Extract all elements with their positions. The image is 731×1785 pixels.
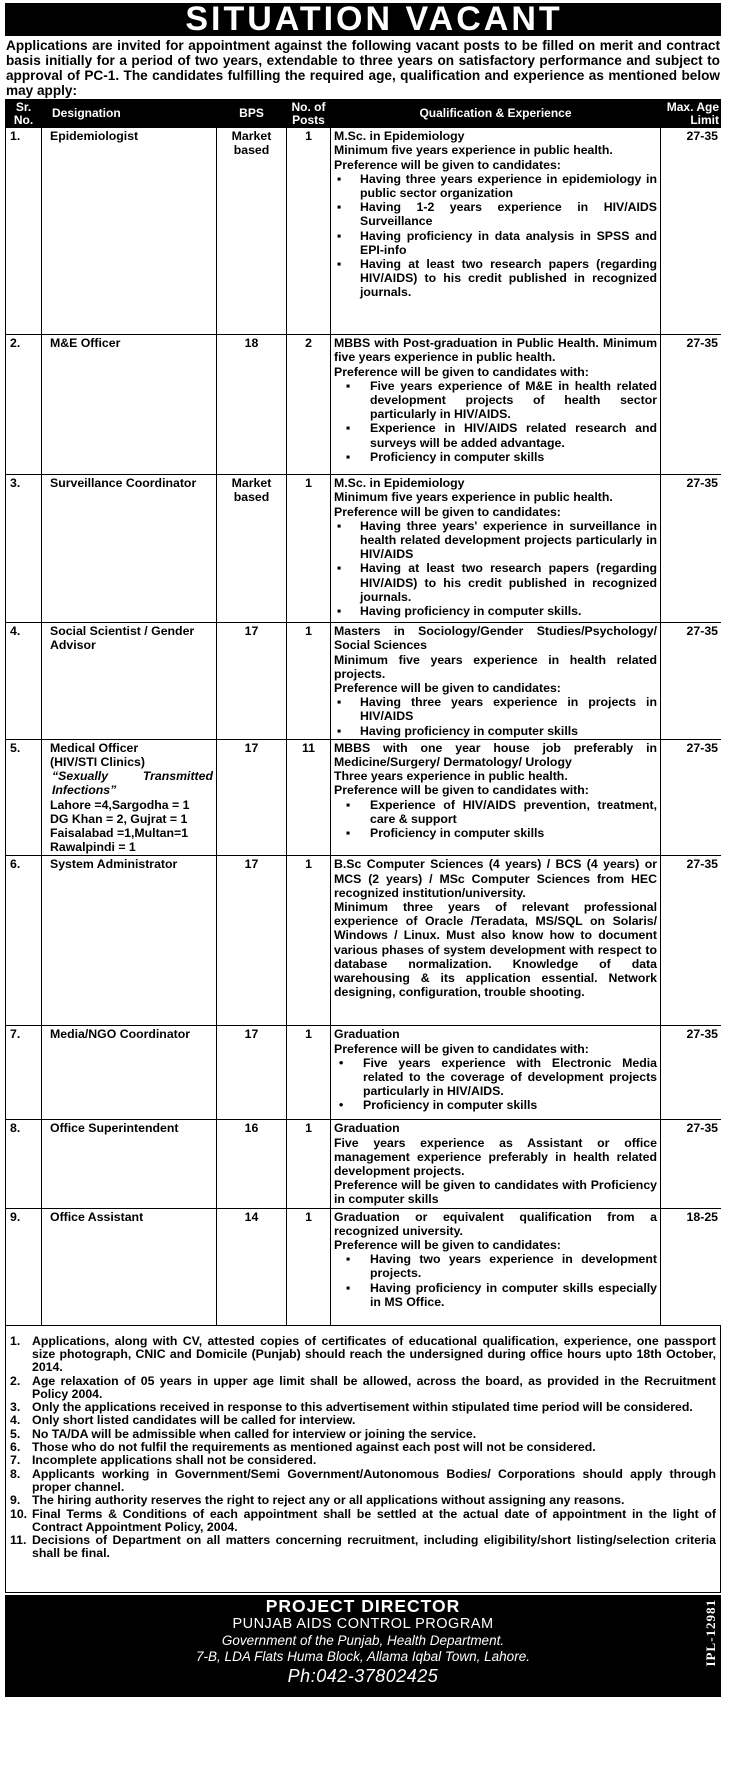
address-line: 7-B, LDA Flats Huma Block, Allama Iqbal Town, Lahore. xyxy=(196,1648,530,1664)
qualification-cell xyxy=(331,623,661,740)
serial-number: 3. xyxy=(6,475,42,623)
qualification-line: Graduation or equivalent qualification from a recognized university. xyxy=(334,1209,657,1238)
qualification-cell xyxy=(331,475,661,623)
posts-count-cell: 1 xyxy=(287,856,331,1026)
table-row xyxy=(6,335,722,475)
age-limit-cell: 27-35 xyxy=(661,1026,722,1120)
qualification-line: Preference will be given to candidates: xyxy=(334,681,561,695)
qualification-line: MBBS with Post-graduation in Public Health. Minimum five years experience in public health. xyxy=(334,336,657,365)
serial-number: 6. xyxy=(6,856,42,1026)
note-item xyxy=(10,1534,716,1561)
qualification-line: Minimum five years experience in health related projects. xyxy=(334,652,657,681)
designation-line: M&E Officer xyxy=(50,336,121,351)
qualification-line: Preference will be given to candidates with: xyxy=(334,783,589,798)
note-number: 2. xyxy=(10,1373,21,1388)
note-number: 10. xyxy=(10,1506,28,1521)
preference-item: ▪ Five years experience of M&E in health related development projects of health sector particularly in HIV/AIDS. xyxy=(334,379,657,422)
preference-item: ▪ Having three years experience in projects in HIV/AIDS xyxy=(334,695,657,723)
intro-paragraph: Applications are invited for appointment against the following vacant posts to be filled on merit and contract basis initially for a period of two years, extendable to three years on satisfactory performance and subject to approval of PC-1. The candidates fulfilling the required age, qualification and experience as mentioned below may apply: xyxy=(6,38,720,98)
note-text: Only the applications received in response to this advertisement within stipulated time period will be considered. xyxy=(32,1400,693,1415)
table-row xyxy=(6,128,722,335)
note-text: Those who do not fulfil the requirements as mentioned against each post will not be considered. xyxy=(32,1440,596,1455)
designation-line: Rawalpindi = 1 xyxy=(50,840,136,855)
designation-line: System Administrator xyxy=(50,857,178,872)
designation-line: Faisalabad =1,Multan=1 xyxy=(50,826,189,841)
bps-cell: Market based xyxy=(217,128,287,335)
designation-line: Medical Officer xyxy=(50,740,139,755)
qualification-line: Preference will be given to candidates: xyxy=(334,1238,561,1253)
preference-list xyxy=(334,695,657,738)
bps-cell: 17 xyxy=(217,623,287,740)
age-limit-cell: 27-35 xyxy=(661,128,722,335)
qualification-line: Preference will be given to candidates: xyxy=(334,504,561,519)
header-no-of-posts: No. of Posts xyxy=(287,100,331,128)
office-title: PROJECT DIRECTOR xyxy=(265,1595,461,1616)
qualification-line: Preference will be given to candidates with Proficiency in computer skills xyxy=(334,1178,657,1207)
designation-line: (HIV/STI Clinics) xyxy=(50,755,145,770)
page-title: SITUATION VACANT xyxy=(5,3,721,36)
serial-number: 5. xyxy=(6,739,42,856)
designation-line: Social Scientist / Gender Advisor xyxy=(50,624,195,653)
preference-item: ▪ Having proficiency in computer skills xyxy=(334,724,657,738)
note-number: 6. xyxy=(10,1440,21,1455)
qualification-cell xyxy=(331,856,661,1026)
qualification-cell xyxy=(331,1026,661,1120)
age-limit-cell: 27-35 xyxy=(661,335,722,475)
preference-item: ▪ Having three years experience in epidemiology in public sector organization xyxy=(334,172,657,200)
preference-item: ▪ Experience of HIV/AIDS prevention, treatment, care & support xyxy=(334,798,657,826)
note-text: Age relaxation of 05 years in upper age limit shall be allowed, across the board, as provided in the Recruitment Policy 2004. xyxy=(32,1373,716,1401)
preference-item: ▪ Having two years experience in development projects. xyxy=(334,1252,657,1280)
preference-list xyxy=(334,519,657,618)
note-number: 4. xyxy=(10,1413,21,1428)
qualification-line: Preference will be given to candidates: xyxy=(334,157,561,172)
qualification-line: Preference will be given to candidates with: xyxy=(334,1041,589,1056)
posts-count-cell: 1 xyxy=(287,475,331,623)
note-text: Decisions of Department on all matters concerning recruitment, including eligibility/short listing/selection criteria shall be final. xyxy=(32,1533,716,1561)
vacancy-table xyxy=(5,99,721,1326)
bps-cell: 18 xyxy=(217,335,287,475)
posts-count-cell: 1 xyxy=(287,1026,331,1120)
qualification-line: Preference will be given to candidates with: xyxy=(334,364,589,379)
qualification-line: M.Sc. in Epidemiology xyxy=(334,129,465,144)
note-item xyxy=(10,1428,716,1441)
table-row xyxy=(6,1120,722,1208)
preference-item: • Five years experience with Electronic Media related to the coverage of development projects particularly in HIV/AIDS. xyxy=(334,1056,657,1099)
table-row xyxy=(6,1026,722,1120)
note-text: Incomplete applications shall not be considered. xyxy=(32,1453,317,1468)
qualification-line: Minimum five years experience in public health. xyxy=(334,490,613,505)
header-sr-no: Sr. No. xyxy=(6,100,42,128)
note-item xyxy=(10,1494,716,1507)
qualification-line: Five years experience as Assistant or office management experience preferably in health related development projects. xyxy=(334,1135,657,1179)
bps-cell: 14 xyxy=(217,1208,287,1325)
serial-number: 4. xyxy=(6,623,42,740)
preference-item: ▪ Having at least two research papers (regarding HIV/AIDS) to his credit published in recognized journals. xyxy=(334,561,657,604)
bps-cell: 17 xyxy=(217,856,287,1026)
note-item xyxy=(10,1508,716,1535)
note-text: Only short listed candidates will be called for interview. xyxy=(32,1413,356,1428)
preference-list xyxy=(334,798,657,841)
note-number: 7. xyxy=(10,1453,21,1468)
note-item xyxy=(10,1335,716,1375)
preference-item: ▪ Proficiency in computer skills xyxy=(334,826,657,840)
note-number: 11. xyxy=(10,1533,27,1548)
age-limit-cell: 27-35 xyxy=(661,1120,722,1208)
note-text: The hiring authority reserves the right to reject any or all applications without assigning any reasons. xyxy=(32,1493,625,1508)
posts-count-cell: 1 xyxy=(287,1120,331,1208)
qualification-cell xyxy=(331,335,661,475)
preference-item: ▪ Having 1-2 years experience in HIV/AIDS Surveillance xyxy=(334,200,657,228)
note-text: No TA/DA will be admissible when called for interview or joining the service. xyxy=(32,1426,477,1441)
posts-count-cell: 1 xyxy=(287,1208,331,1325)
preference-item: ▪ Experience in HIV/AIDS related research and surveys will be added advantage. xyxy=(334,421,657,449)
serial-number: 1. xyxy=(6,128,42,335)
qualification-line: Graduation xyxy=(334,1121,400,1136)
qualification-line: Minimum five years experience in public health. xyxy=(334,143,613,158)
age-limit-cell: 27-35 xyxy=(661,475,722,623)
serial-number: 8. xyxy=(6,1120,42,1208)
preference-list xyxy=(334,1056,657,1113)
serial-number: 2. xyxy=(6,335,42,475)
preference-list xyxy=(334,1252,657,1309)
table-row xyxy=(6,856,722,1026)
designation-line: Epidemiologist xyxy=(50,129,139,144)
bps-cell: 17 xyxy=(217,1026,287,1120)
age-limit-cell: 27-35 xyxy=(661,623,722,740)
ad-reference-code: IPL-12981 xyxy=(703,1598,718,1667)
designation-cell xyxy=(42,623,217,740)
note-number: 9. xyxy=(10,1493,21,1508)
age-limit-cell: 27-35 xyxy=(661,739,722,856)
designation-cell xyxy=(42,335,217,475)
note-text: Applications, along with CV, attested copies of certificates of educational qualification, experience, one passport size photograph, CNIC and Domicile (Punjab) should reach the undersigned during office hours upto 18th October, 2014. xyxy=(32,1333,716,1375)
qualification-cell xyxy=(331,128,661,335)
preference-item: ▪ Having proficiency in computer skills. xyxy=(334,604,657,618)
designation-cell xyxy=(42,475,217,623)
qualification-cell xyxy=(331,1208,661,1325)
preference-item: ▪ Having at least two research papers (regarding HIV/AIDS) to his credit published in recognized journals. xyxy=(334,257,657,300)
posts-count-cell: 11 xyxy=(287,739,331,856)
age-limit-cell: 27-35 xyxy=(661,856,722,1026)
phone-number: Ph:042-37802425 xyxy=(287,1665,439,1686)
note-number: 8. xyxy=(10,1466,21,1481)
qualification-line: Masters in Sociology/Gender Studies/Psychology/ Social Sciences xyxy=(334,624,657,653)
qualification-line: Graduation xyxy=(334,1027,400,1042)
note-number: 5. xyxy=(10,1426,21,1441)
age-limit-cell: 18-25 xyxy=(661,1208,722,1325)
note-item xyxy=(10,1414,716,1427)
preference-item: • Proficiency in computer skills xyxy=(334,1098,657,1112)
designation-line: Office Assistant xyxy=(50,1209,144,1224)
note-item xyxy=(10,1468,716,1495)
posts-count-cell: 1 xyxy=(287,128,331,335)
bps-cell: 17 xyxy=(217,739,287,856)
designation-cell xyxy=(42,1026,217,1120)
qualification-cell xyxy=(331,1120,661,1208)
posts-count-cell: 2 xyxy=(287,335,331,475)
designation-line: “Sexually Transmitted Infections” xyxy=(52,769,213,798)
qualification-line: M.Sc. in Epidemiology xyxy=(334,476,465,491)
table-row xyxy=(6,739,722,856)
header-bps: BPS xyxy=(217,100,287,128)
designation-cell xyxy=(42,128,217,335)
qualification-cell xyxy=(331,739,661,856)
note-item xyxy=(10,1441,716,1454)
note-text: Final Terms & Conditions of each appointment shall be settled at the actual date of appointment in the light of Contract Appointment Policy, 2004. xyxy=(32,1506,716,1534)
table-header-row xyxy=(6,100,722,128)
notes-list xyxy=(5,1326,721,1593)
designation-cell xyxy=(42,1120,217,1208)
header-qualification: Qualification & Experience xyxy=(331,100,661,128)
note-text: Applicants working in Government/Semi Government/Autonomous Bodies/ Corporations should apply through proper channel. xyxy=(32,1466,716,1494)
preference-item: ▪ Having proficiency in data analysis in SPSS and EPI-info xyxy=(334,229,657,257)
table-row xyxy=(6,1208,722,1325)
designation-cell xyxy=(42,1208,217,1325)
bps-cell: 16 xyxy=(217,1120,287,1208)
preference-item: ▪ Having three years' experience in surveillance in health related development projects particularly in HIV/AIDS xyxy=(334,519,657,562)
note-item xyxy=(10,1375,716,1402)
designation-line: DG Khan = 2, Gujrat = 1 xyxy=(50,811,188,826)
designation-line: Lahore =4,Sargodha = 1 xyxy=(50,797,190,812)
government-line: Government of the Punjab, Health Department. xyxy=(221,1632,505,1648)
qualification-line: Minimum three years of relevant professional experience of Oracle /Teradata, MS/SQL on Solaris/ Windows / Linux. Must also know how to document various phases of system development with respect to database normalization. Knowledge of data warehousing & its application essential. Network designing, configuration, trouble shooting. xyxy=(334,900,657,1000)
note-number: 3. xyxy=(10,1400,21,1415)
table-row xyxy=(6,475,722,623)
bps-cell: Market based xyxy=(217,475,287,623)
preference-item: ▪ Proficiency in computer skills xyxy=(334,450,657,464)
table-row xyxy=(6,623,722,740)
posts-count-cell: 1 xyxy=(287,623,331,740)
designation-line: Office Superintendent xyxy=(50,1121,179,1136)
qualification-line: Three years experience in public health. xyxy=(334,769,568,784)
footer xyxy=(5,1595,721,1697)
note-item xyxy=(10,1401,716,1414)
program-name: PUNJAB AIDS CONTROL PROGRAM xyxy=(232,1615,494,1632)
note-number: 1. xyxy=(10,1333,21,1348)
header-designation: Designation xyxy=(42,100,217,128)
serial-number: 9. xyxy=(6,1208,42,1325)
preference-item: ▪ Having proficiency in computer skills especially in MS Office. xyxy=(334,1281,657,1309)
serial-number: 7. xyxy=(6,1026,42,1120)
designation-cell xyxy=(42,739,217,856)
advertisement xyxy=(5,3,721,1782)
designation-cell xyxy=(42,856,217,1026)
qualification-line: B.Sc Computer Sciences (4 years) / BCS (4 years) or MCS (2 years) / MSc Computer Sciences from HEC recognized institution/university. xyxy=(334,857,657,900)
designation-line: Surveillance Coordinator xyxy=(50,476,197,491)
note-item xyxy=(10,1454,716,1467)
preference-list xyxy=(334,379,657,464)
designation-line: Media/NGO Coordinator xyxy=(50,1027,191,1042)
qualification-line: MBBS with one year house job preferably in Medicine/Surgery/ Dermatology/ Urology xyxy=(334,740,657,770)
preference-list xyxy=(334,172,657,300)
header-age-limit: Max. Age Limit xyxy=(661,100,722,128)
